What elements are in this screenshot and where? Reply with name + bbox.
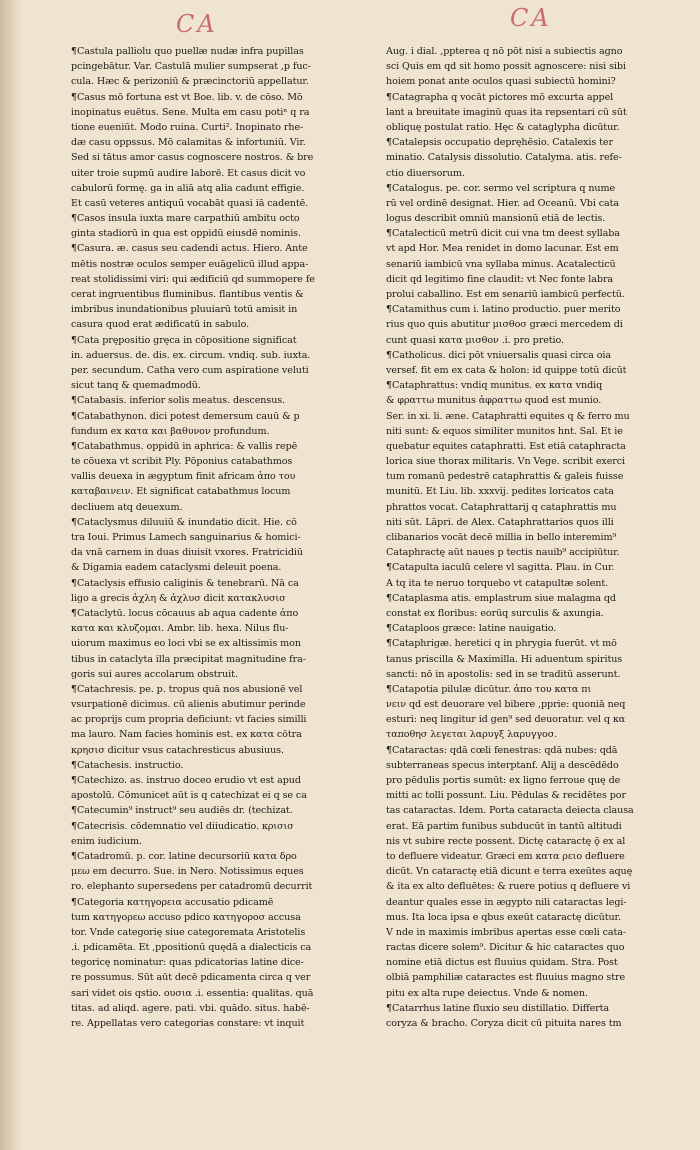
text-line: ctio diuersorum.: [386, 167, 465, 179]
text-line: titas. ad aliqd. agere. pati. vbi. quādo. situs. habē-: [71, 1002, 310, 1014]
text-line: pcingebātur. Var. Castulā mulier sumpserat ,p fuc-: [71, 61, 311, 73]
text-line: ¶Casura. æ. casus seu cadendi actus. Hiero. Ante: [71, 243, 308, 255]
text-line: munitū. Et Liu. lib. xxxvij. pedites loricatos cata: [386, 486, 614, 498]
text-line: fundum ex κατα και βαθυνον profundum.: [71, 425, 270, 437]
text-line: inopinatus euētus. Sene. Multa em casu potiⁿ q ra: [71, 106, 310, 118]
text-line: ¶Catalecticū metrū dicit cui vna tm deest syllaba: [386, 228, 620, 240]
text-line: mētis nostræ oculos semper euāgelicū illud appa-: [71, 258, 309, 270]
text-line: Cataphractę aūt naues p tectis nauib⁹ accipiūtur.: [386, 547, 620, 559]
text-line: cabulorū formę. ga in aliā atq alia cadunt effigie.: [71, 182, 305, 194]
text-line: Et casū veteres antiquū vocabāt quasi iā cadentē.: [71, 197, 309, 209]
text-line: erat. Eā partim funibus subducūt in tantū altitudi: [386, 820, 622, 832]
text-line: tibus in cataclyta illa præcipitat magnitudine fra-: [71, 653, 306, 665]
text-line: νειν qd est deuorare vel bibere ,pprie: quoniā neq: [386, 699, 626, 711]
text-line: uiter troie supmū audire laborē. Et casus dicit vo: [71, 167, 306, 179]
text-line: ¶Categoria κατηγορεια accusatio pdicamē: [71, 896, 274, 908]
text-line: Ser. in xi. li. æne. Cataphratti equites q & ferro mu: [386, 410, 630, 422]
text-line: ταποθησ λεγεται λαρυγξ λαρυγγοσ.: [386, 729, 558, 741]
text-line: obliquę postulat ratio. Hęc & cataglypha dicūtur.: [386, 121, 620, 133]
text-line: tor. Vnde categorię siue categoremata Aristotelis: [71, 926, 306, 938]
text-line: tas cataractas. Idem. Porta cataracta deiecta clausa: [386, 805, 634, 817]
text-line: cula. Hæc & perizoniū & præcinctoriū appellatur.: [71, 76, 309, 88]
text-line: ¶Catabasis. inferior solis meatus. descensus.: [71, 395, 286, 407]
text-line: .i. pdicamēta. Et ,ppositionū quędā a dialecticis ca: [71, 942, 312, 954]
text-line: tanus priscilla & Maximilla. Hi aduentum spiritus: [386, 653, 623, 665]
text-line: pitu ex alta rupe deiectus. Vnde & nomen.: [386, 987, 588, 999]
text-line: ¶Catarrhus latine fluxio seu distillatio. Differta: [386, 1002, 610, 1014]
text-line: vt apd Hor. Mea renidet in domo lacunar. Est em: [386, 243, 619, 255]
text-line: Aug. i dial. ,ppterea q nō pōt nisi a subiectis agno: [386, 46, 623, 57]
right-column: [386, 44, 682, 1031]
text-line: pro pēdulis portis sumūt: ex ligno ferroue quę de: [386, 775, 621, 786]
text-line: in. aduersus. de. dis. ex. circum. vndiq. sub. iuxta.: [71, 349, 311, 361]
text-line: dicit qd legitimo fine claudit: vt Nec fonte labra: [386, 273, 614, 285]
text-line: ¶Catalepsis occupatio depręhēsio. Catalexis ter: [386, 137, 613, 149]
text-line: sicut tanq & quemadmodū.: [71, 380, 201, 392]
text-line: uiorum maximus eo loci vbi se ex altissimis mon: [71, 638, 301, 650]
text-line: ¶Cataclysis effusio caliginis & tenebrarū. Nā ca: [71, 577, 299, 589]
text-line: esturi: neq lingitur id gen⁹ sed deuoratur. vel q κα: [386, 714, 626, 726]
text-line: & φραττω munitus ἀφραττω quod est munio.: [386, 395, 602, 407]
text-line: ¶Cataclytū. locus cōcauus ab aqua cadente ἀπο: [71, 607, 299, 619]
text-line: tione eueniūt. Modo ruina. Curti². Inopinato rhe-: [71, 121, 304, 133]
text-line: rū vel ordinē designat. Hier. ad Oceanū. Vbi cata: [386, 197, 620, 209]
text-line: vallis deuexa in ægyptum finit africam ἀπο του: [71, 471, 296, 483]
text-line: ¶Catalogus. pe. cor. sermo vel scriptura q nume: [386, 182, 616, 194]
text-line: decliuem atq deuexum.: [71, 501, 183, 513]
running-head-right: CA: [510, 4, 552, 32]
text-line: hoiem ponat ante oculos quasi subiectū homini?: [386, 76, 616, 88]
left-column: [71, 44, 367, 1031]
text-line: ro. elephanto supersedens per catadromū decurrit: [71, 881, 313, 893]
text-line: mus. Ita loca ipsa e qbus exeūt cataractę dicūtur.: [386, 911, 621, 923]
text-line: καταβαινειν. Et significat catabathmus locum: [71, 486, 291, 498]
running-head-left: CA: [176, 10, 218, 38]
text-line: sari videt ois qstio. ουσια .i. essentia: qualitas. quā: [71, 987, 314, 999]
text-line: lant a breuitate imaginū quas ita repsentari cū sūt: [386, 106, 627, 118]
text-line: goris sui aures accolarum obstruit.: [71, 668, 238, 680]
text-line: subterraneas specus interptanf. Alij a descēdēdo: [386, 759, 619, 771]
text-line: te cōuexa vt scribit Ply. Pōponius catabathmos: [71, 456, 293, 468]
text-line: lorica siue thorax militaris. Vn Vege. scribit exerci: [386, 456, 626, 468]
text-line: ¶Catechizo. as. instruo doceo erudio vt est apud: [71, 775, 301, 786]
text-line: ¶Casus mō fortuna est vt Boe. lib. v. de cōso. Mō: [71, 91, 303, 103]
text-line: tum romanū pedestrē cataphrattis & galeis fuisse: [386, 471, 624, 483]
text-line: μεω em decurro. Sue. in Nero. Notissimus eques: [71, 866, 304, 878]
text-line: ¶Catapotia pilulæ dicūtur. ἀπο του κατα πι: [386, 683, 592, 695]
text-line: mitti ac tolli possunt. Liu. Pēdulas & recidētes por: [386, 790, 626, 802]
text-line: κρησισ dicitur vsus catachresticus abusiuus.: [71, 744, 284, 756]
text-line: clibanarios vocāt decē millia in bello interemim⁹: [386, 532, 617, 543]
text-line: ¶Catabathmus. oppidū in aphrica: & vallis repē: [71, 440, 298, 452]
text-line: re possumus. Sūt aūt decē pdicamenta circa q ver: [71, 972, 311, 984]
text-line: ac proprijs cum propria deficiunt: vt facies similli: [71, 714, 307, 726]
text-line: vsurpationē dicimus. cū alienis abutimur perinde: [71, 699, 306, 711]
text-line: ractas dicere solem⁹. Dicitur & hic cataractes quo: [386, 942, 625, 954]
text-line: ¶Catecumin⁹ instruct⁹ seu audiēs dr. (techizat.: [71, 805, 293, 817]
text-line: ¶Catholicus. dici pōt vniuersalis quasi circa oia: [386, 349, 611, 361]
text-line: niti sūt. Lāpri. de Alex. Cataphrattarios quos illi: [386, 516, 614, 528]
text-line: ¶Cataplasma atis. emplastrum siue malagma qd: [386, 592, 616, 604]
text-line: & Digamia eadem cataclysmi deleuit poena.: [71, 562, 282, 574]
text-line: tum κατηγορεω accuso pdico κατηγοροσ accusa: [71, 911, 301, 923]
text-line: ¶Catachresis. pe. p. tropus quā nos abusionē vel: [71, 683, 303, 695]
text-line: ligo a grecis ἀχλη & ἀχλυσ dicit κατακλυσισ: [71, 592, 286, 604]
text-line: ¶Cata prępositio gręca in cōpositione significat: [71, 334, 297, 346]
text-line: rius quo quis abutitur μισθοσ græci mercedem di: [386, 319, 623, 331]
text-line: per. secundum. Catha vero cum aspiratione veluti: [71, 364, 309, 376]
text-line: niti sunt: & equos similiter munitos hnt. Sal. Et ie: [386, 425, 623, 437]
text-line: da vnā carnem in duas diuisit vxores. Fratricidiū: [71, 547, 303, 559]
text-line: olbiā pamphiliæ cataractes est fluuius magno stre: [386, 972, 626, 984]
text-line: nomine etiā dictus est fluuius quidam. Stra. Post: [386, 957, 618, 969]
text-line: apostolū. Cōmunicet aūt is q catechizat ei q se ca: [71, 790, 307, 802]
text-line: tegoricę nominatur: quas pdicatorias latine dice-: [71, 957, 304, 969]
text-line: ¶Cataphrigæ. heretici q in phrygia fuerūt. vt mō: [386, 638, 617, 650]
text-line: dæ casu oppssus. Mō calamitas & infortuniū. Vir.: [71, 137, 306, 149]
text-line: ¶Catamithus cum i. latino productio. puer merito: [386, 304, 621, 316]
text-line: ¶Catachesis. instructio.: [71, 759, 184, 771]
text-line: imbribus inundationibus pluuiarū totū amisit in: [71, 304, 298, 316]
text-line: to defluere videatur. Græci em κατα ρειο defluere: [386, 850, 625, 862]
text-line: ¶Castula palliolu quo puellæ nudæ infra pupillas: [71, 46, 304, 57]
text-line: reat stolidissimi viri: qui ædificiū qd summopere fe: [71, 273, 315, 285]
text-line: nis vt subire recte possent. Dictę cataractę ǭ ex al: [386, 835, 626, 847]
text-line: A tq ita te neruo torquebo vt catapultæ solent.: [386, 577, 609, 589]
text-line: re. Appellatas vero categorias constare: vt inquit: [71, 1018, 305, 1029]
text-line: cunt quasi κατα μισθον .i. pro pretio.: [386, 334, 564, 346]
text-line: logus describit omniū mansionū etiā de lectis.: [386, 213, 606, 225]
text-line: V nde in maximis imbribus apertas esse cœli cata-: [386, 926, 626, 938]
text-line: ¶Cataphrattus: vndiq munitus. ex κατα vndiq: [386, 380, 603, 392]
text-line: ma lauro. Nam facies hominis est. ex κατα cōtra: [71, 729, 302, 741]
text-line: constat ex floribus: eorūq surculis & axungia.: [386, 607, 604, 619]
text-line: enim iudicium.: [71, 835, 142, 847]
text-line: ¶Cataploos græce: latine nauigatio.: [386, 623, 557, 635]
text-line: coryza & bracho. Coryza dicit cū pituita nares tm: [386, 1018, 622, 1029]
text-line: ginta stadiorū in qua est oppidū eiusdē nominis.: [71, 228, 301, 240]
text-line: ¶Casos insula iuxta mare carpathiū ambitu octo: [71, 213, 300, 225]
text-line: ¶Catagrapha q vocāt pictores mō excurta appel: [386, 91, 614, 103]
text-line: senariū iambicū vna syllaba minus. Acatalecticū: [386, 258, 616, 270]
text-line: phrattos vocat. Cataphrattarij q cataphrattis mu: [386, 501, 617, 513]
text-line: minatio. Catalysis dissolutio. Catalyma. atis. refe-: [386, 152, 622, 164]
text-line: cerat ingruentibus fluminibus. flantibus ventis &: [71, 289, 304, 300]
text-line: quebatur equites cataphratti. Est etiā cataphracta: [386, 440, 626, 452]
text-line: sancti: nō in apostolis: sed in se traditū asserunt.: [386, 668, 621, 680]
gutter-shadow: [0, 0, 22, 1150]
text-line: ¶Catabathynon. dici potest demersum cauū & p: [71, 410, 300, 422]
text-line: tra Ioui. Primus Lamech sanguinarius & homici-: [71, 532, 301, 543]
text-line: casura quod erat ædificatū in sabulo.: [71, 319, 250, 331]
text-line: prolui caballino. Est em senariū iambicū perfectū.: [386, 289, 625, 300]
text-line: dicūt. Vn cataractę etiā dicunt e terra exeūtes aquę: [386, 866, 633, 878]
text-line: versef. fit em ex cata & holon: id quippe totū dicūt: [386, 364, 627, 376]
text-line: & ita ex alto defluētes: & ruere potius q defluere vi: [386, 881, 631, 893]
text-line: ¶Cataractas: qdā cœli fenestras: qdā nubes: qdā: [386, 744, 618, 756]
text-line: ¶Catapulta iaculū celere vl sagitta. Plau. in Cur.: [386, 562, 615, 574]
text-line: Sed si tātus amor casus cognoscere nostros. & bre: [71, 152, 314, 164]
text-line: ¶Cataclysmus diluuiū & inundatio dicit. Hie. cō: [71, 516, 297, 528]
text-line: deantur quales esse in ægypto nili cataractas legi-: [386, 896, 627, 908]
text-line: sci Quis em qd sit homo possit agnoscere: nisi sibi: [386, 61, 626, 73]
text-line: ¶Catadromū. p. cor. latine decursoriū κατα δρο: [71, 850, 297, 862]
text-line: κατα και κλυζομαι. Ambr. lib. hexa. Nilus flu-: [71, 623, 289, 635]
text-line: ¶Catecrisis. cōdemnatio vel diiudicatio. κρισισ: [71, 820, 294, 832]
